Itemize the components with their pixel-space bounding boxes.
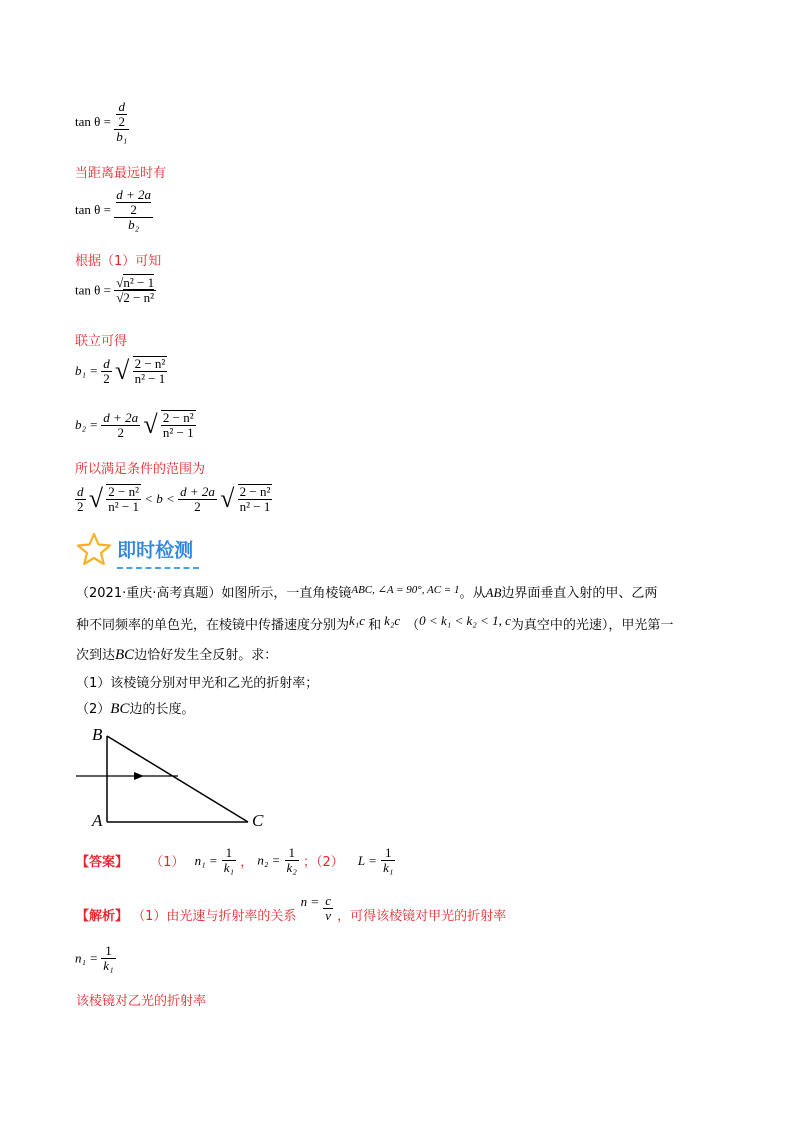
problem-line-3	[76, 644, 277, 664]
fraction-numerator: 2 − n²	[239, 484, 271, 499]
edge-bc: BC	[115, 647, 135, 663]
l-lhs: L =	[357, 852, 377, 868]
fraction-numerator: d + 2a	[103, 409, 139, 425]
numerator-bottom: 2	[116, 114, 127, 129]
label-c: C	[252, 811, 264, 830]
fraction-denominator: 2	[194, 498, 201, 514]
fraction-numerator	[114, 100, 129, 130]
radical-fraction	[161, 410, 196, 440]
fraction-denominator: k₁	[223, 860, 235, 875]
text-fragment: （1）	[150, 855, 185, 870]
prism-figure	[72, 722, 292, 832]
fraction-numerator: 1	[285, 846, 299, 861]
problem-prism: ABC, ∠A = 90°, AC = 1	[351, 584, 460, 596]
radical-fraction	[106, 484, 141, 514]
text-fragment: ，	[240, 855, 254, 870]
fraction-denominator: b₁	[116, 129, 128, 144]
fraction	[323, 894, 333, 923]
fraction-denominator: 2	[103, 370, 110, 386]
fraction-denominator: b₂	[128, 217, 140, 232]
speed-k1c: k₁c	[349, 613, 366, 628]
text-fragment: 边恰好发生全反射。求：	[134, 648, 278, 663]
fraction-denominator: k₂	[286, 860, 297, 875]
formula-lhs: tan θ =	[75, 282, 111, 298]
fraction-numerator	[114, 188, 153, 218]
fraction-numerator: 1	[381, 846, 395, 861]
step-farthest: 当距离最远时有	[75, 166, 167, 181]
edge-bc-line	[107, 736, 248, 822]
formula-tan-b2	[75, 188, 153, 232]
text-fragment: 次到达	[76, 648, 116, 663]
analysis-line	[76, 893, 507, 929]
fraction-numerator: d + 2a	[180, 483, 215, 499]
question-2	[76, 698, 194, 718]
analysis-tag: 【解析】	[76, 909, 129, 924]
fraction-numerator: c	[325, 893, 332, 908]
sqrt-sign: √	[115, 356, 130, 385]
fraction-denominator: v	[325, 908, 332, 923]
radical-fraction	[133, 356, 168, 386]
fraction	[101, 944, 115, 973]
fraction-numerator: d	[103, 355, 110, 371]
section-underline	[117, 567, 199, 571]
problem-line-2	[76, 614, 673, 633]
problem-source: （2021·重庆·高考真题）如图所示，一直角棱镜	[76, 586, 352, 601]
fraction-denominator: n² − 1	[134, 371, 166, 386]
fraction-denominator: n² − 1	[239, 499, 271, 514]
fraction	[285, 846, 299, 875]
fraction-denominator: n² − 1	[108, 499, 140, 514]
radicand: n² − 1	[123, 275, 155, 290]
text-fragment: 为真空中的光速），甲光第一	[510, 618, 674, 633]
fraction	[114, 188, 153, 232]
numerator-top: d + 2a	[116, 187, 151, 202]
speed-k2c: k₂c	[384, 613, 401, 628]
inequality: < b <	[144, 491, 175, 506]
step-combine: 联立可得	[75, 334, 128, 349]
condition: 0 < k₁ < k₂ < 1, c	[419, 613, 511, 628]
numerator-bottom: 2	[116, 202, 151, 217]
text-fragment: （	[406, 618, 420, 633]
analysis-last: 该棱镜对乙光的折射率	[76, 994, 207, 1009]
formula-tan-n	[75, 276, 156, 305]
fraction	[114, 100, 129, 144]
fraction-numerator: 2 − n²	[162, 410, 194, 425]
step-range: 所以满足条件的范围为	[75, 462, 206, 477]
text-fragment: （2）	[76, 702, 111, 717]
answer-line	[76, 846, 395, 875]
star-icon	[76, 532, 112, 566]
sqrt-sign: √	[220, 484, 235, 513]
n1-lhs: n₁ =	[75, 950, 99, 966]
formula-lhs: tan θ =	[75, 114, 111, 129]
text-fragment: 边的长度。	[129, 702, 195, 717]
text-fragment: 种不同频率的单色光，在棱镜中传播速度分别为	[76, 618, 350, 633]
radical-fraction	[238, 484, 273, 514]
text-fragment: ；（2）	[302, 855, 344, 870]
fraction	[114, 276, 156, 305]
fraction-denominator: k₁	[103, 958, 114, 973]
numerator-top: d	[118, 99, 125, 114]
fraction	[381, 846, 395, 875]
edge-ab: AB	[485, 585, 502, 600]
answer-tag: 【答案】	[76, 855, 129, 870]
fraction-denominator: n² − 1	[162, 425, 194, 440]
text-fragment: （1）由光速与折射率的关系	[132, 909, 297, 924]
fraction-numerator: 2 − n²	[134, 356, 166, 371]
fraction-denominator: 2	[117, 424, 124, 440]
text-fragment: 。从	[459, 586, 486, 601]
n1-lhs: n₁ =	[194, 852, 218, 868]
text-fragment: 和	[368, 618, 382, 633]
fraction	[101, 357, 112, 386]
fraction-denominator: √2 − n²	[116, 290, 155, 305]
section-title: 即时检测	[117, 539, 194, 562]
formula-lhs: b₁ =	[75, 363, 99, 378]
formula-lhs: tan θ =	[75, 202, 111, 217]
formula-b2	[75, 410, 196, 440]
question-1: （1）该棱镜分别对甲光和乙光的折射率；	[76, 676, 319, 691]
radicand: 2 − n²	[123, 290, 155, 305]
formula-n1	[75, 944, 116, 973]
fraction	[222, 846, 236, 875]
sqrt-sign: √	[88, 484, 104, 513]
fraction-numerator: d	[77, 483, 84, 499]
fraction	[101, 411, 140, 440]
text-fragment: 边界面垂直入射的甲、乙两	[501, 586, 658, 601]
fraction	[178, 485, 217, 514]
formula-range	[75, 484, 272, 514]
formula-lhs: b₂ =	[75, 417, 99, 432]
step-from-part1: 根据（1）可知	[75, 254, 162, 269]
formula-tan-b1	[75, 100, 129, 144]
fraction-numerator: 1	[222, 846, 236, 861]
problem-line-1	[76, 582, 657, 601]
fraction-denominator: 2	[77, 498, 84, 514]
section-header	[76, 532, 193, 566]
fraction-numerator: √n² − 1	[116, 275, 155, 290]
fraction-numerator: 1	[101, 944, 115, 959]
edge-bc: BC	[110, 701, 130, 717]
formula-b1	[75, 356, 167, 386]
text-fragment: ，可得该棱镜对甲光的折射率	[337, 909, 507, 924]
sqrt-sign: √	[143, 410, 158, 439]
label-a: A	[92, 811, 103, 830]
fraction-numerator: 2 − n²	[108, 484, 140, 499]
n2-lhs: n₂ =	[257, 852, 281, 868]
label-b: B	[92, 725, 103, 744]
fraction-denominator: k₁	[383, 860, 394, 875]
arrow-head-icon	[134, 772, 144, 780]
n-lhs: n =	[300, 894, 320, 909]
fraction	[75, 485, 86, 514]
